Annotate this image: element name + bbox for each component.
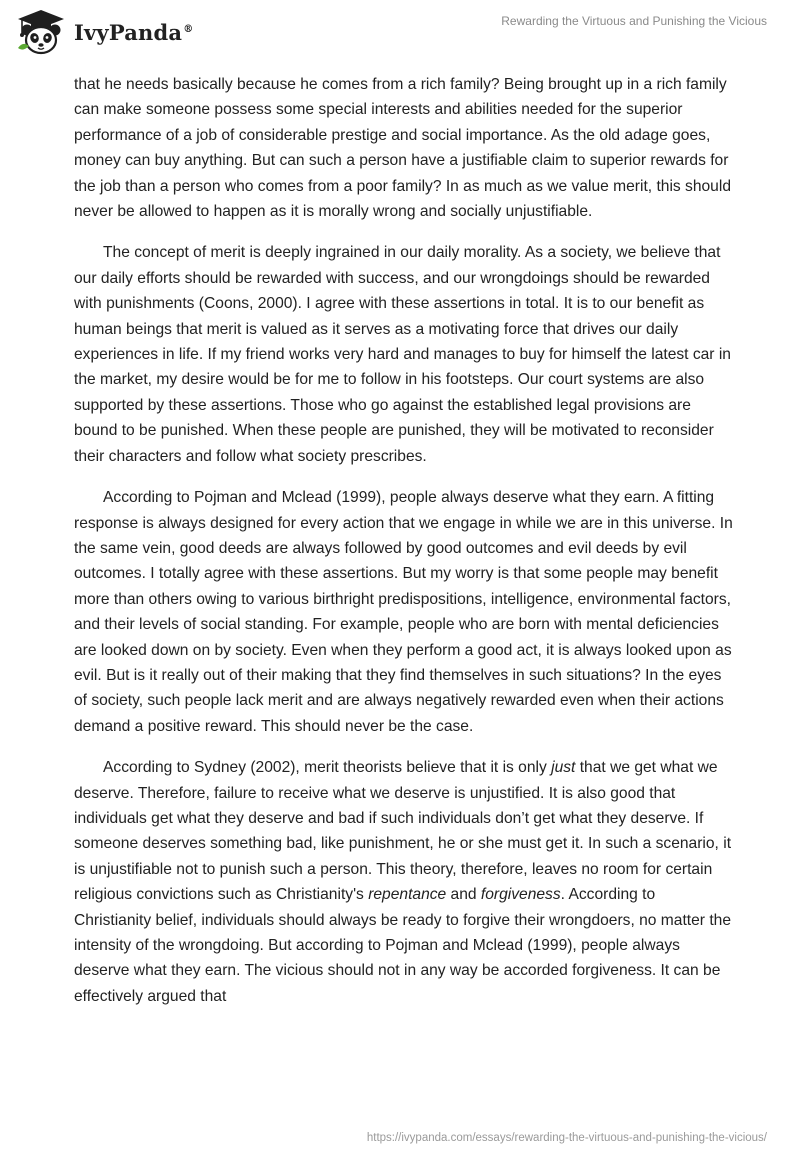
panda-graduation-cap-icon [14,8,68,56]
brand-logo[interactable] [14,8,193,56]
paragraph-4-text-d: . According to Christianity belief, individuals should always be ready to forgive their wrongdoers, no matter the intensity of the wrongdoing. But according to Pojman and Mclead (1999), people always deserve what they earn. The vicious should not in any way be accorded forgiveness. It can be effectively argued that [74,886,732,1005]
essay-title: Rewarding the Virtuous and Punishing the Vicious [501,14,767,28]
emphasis-forgiveness: forgiveness [480,886,561,904]
essay-body [74,72,734,1025]
paragraph-3: According to Pojman and Mclead (1999), people always deserve what they earn. A fitting response is always designed for every action that we engage in while we are in this universe. In the same vein, good deeds are always followed by good outcomes and evil deeds by evil outcomes. I totally agree with these assertions. But my worry is that some people may benefit more than others owing to various birthright predispositions, intelligence, environmental factors, and their levels of social standing. For example, people who are born with mental deficiencies are looked down on by society. Even when they perform a good act, it is always looked upon as evil. But is it really out of their making that they find themselves in such situations? In the eyes of society, such people lack merit and are always negatively rewarded even when their actions demand a positive reward. This should never be the case. [74,489,733,735]
page-header [0,0,800,60]
paragraph-4 [74,755,734,1009]
paragraph-2: The concept of merit is deeply ingrained in our daily morality. As a society, we believe that our daily efforts should be rewarded with success, and our wrongdoings should be rewarded with punishments (Coons, 2000). I agree with these assertions in total. It is to our benefit as human beings that merit is valued as it serves as a motivating force that drives our daily experiences in life. If my friend works very hard and manages to buy for himself the latest car in the market, my desire would be for me to follow in his footsteps. Our court systems are also supported by these assertions. Those who go against the established legal provisions are bound to be punished. When these people are punished, they will be motivated to reconsider their characters and follow what society prescribes. [74,244,731,465]
emphasis-just: just [551,759,576,777]
emphasis-repentance: repentance [368,886,447,904]
source-url-link[interactable]: https://ivypanda.com/essays/rewarding-the-virtuous-and-punishing-the-vicious/ [366,1132,767,1144]
brand-name: IvyPanda® [74,19,194,45]
paragraph-4-text-a: According to Sydney (2002), merit theorists believe that it is only [103,759,552,777]
paragraph-4-text-c: and [446,886,481,904]
paragraph-4-text-b: that we get what we deserve. Therefore, failure to receive what we deserve is unjustified. It is also good that individuals get what they deserve and bad if such individuals don’t get what they deserve. If someone deserves something bad, like punishment, he or she must get it. In such a scenario, it is unjustifiable not to punish such a person. This theory, therefore, leaves no room for certain religious convictions such as Christianity's [74,759,732,904]
registered-mark: ® [183,23,194,35]
paragraph-1: that he needs basically because he comes from a rich family? Being brought up in a rich family can make someone possess some special interests and abilities needed for the superior performance of a job of considerable prestige and social importance. As the old adage goes, money can buy anything. But can such a person have a justifiable claim to superior rewards for the job than a person who comes from a poor family? In as much as we value merit, this should never be allowed to happen as it is morally wrong and socially unjustifiable. [74,76,731,221]
